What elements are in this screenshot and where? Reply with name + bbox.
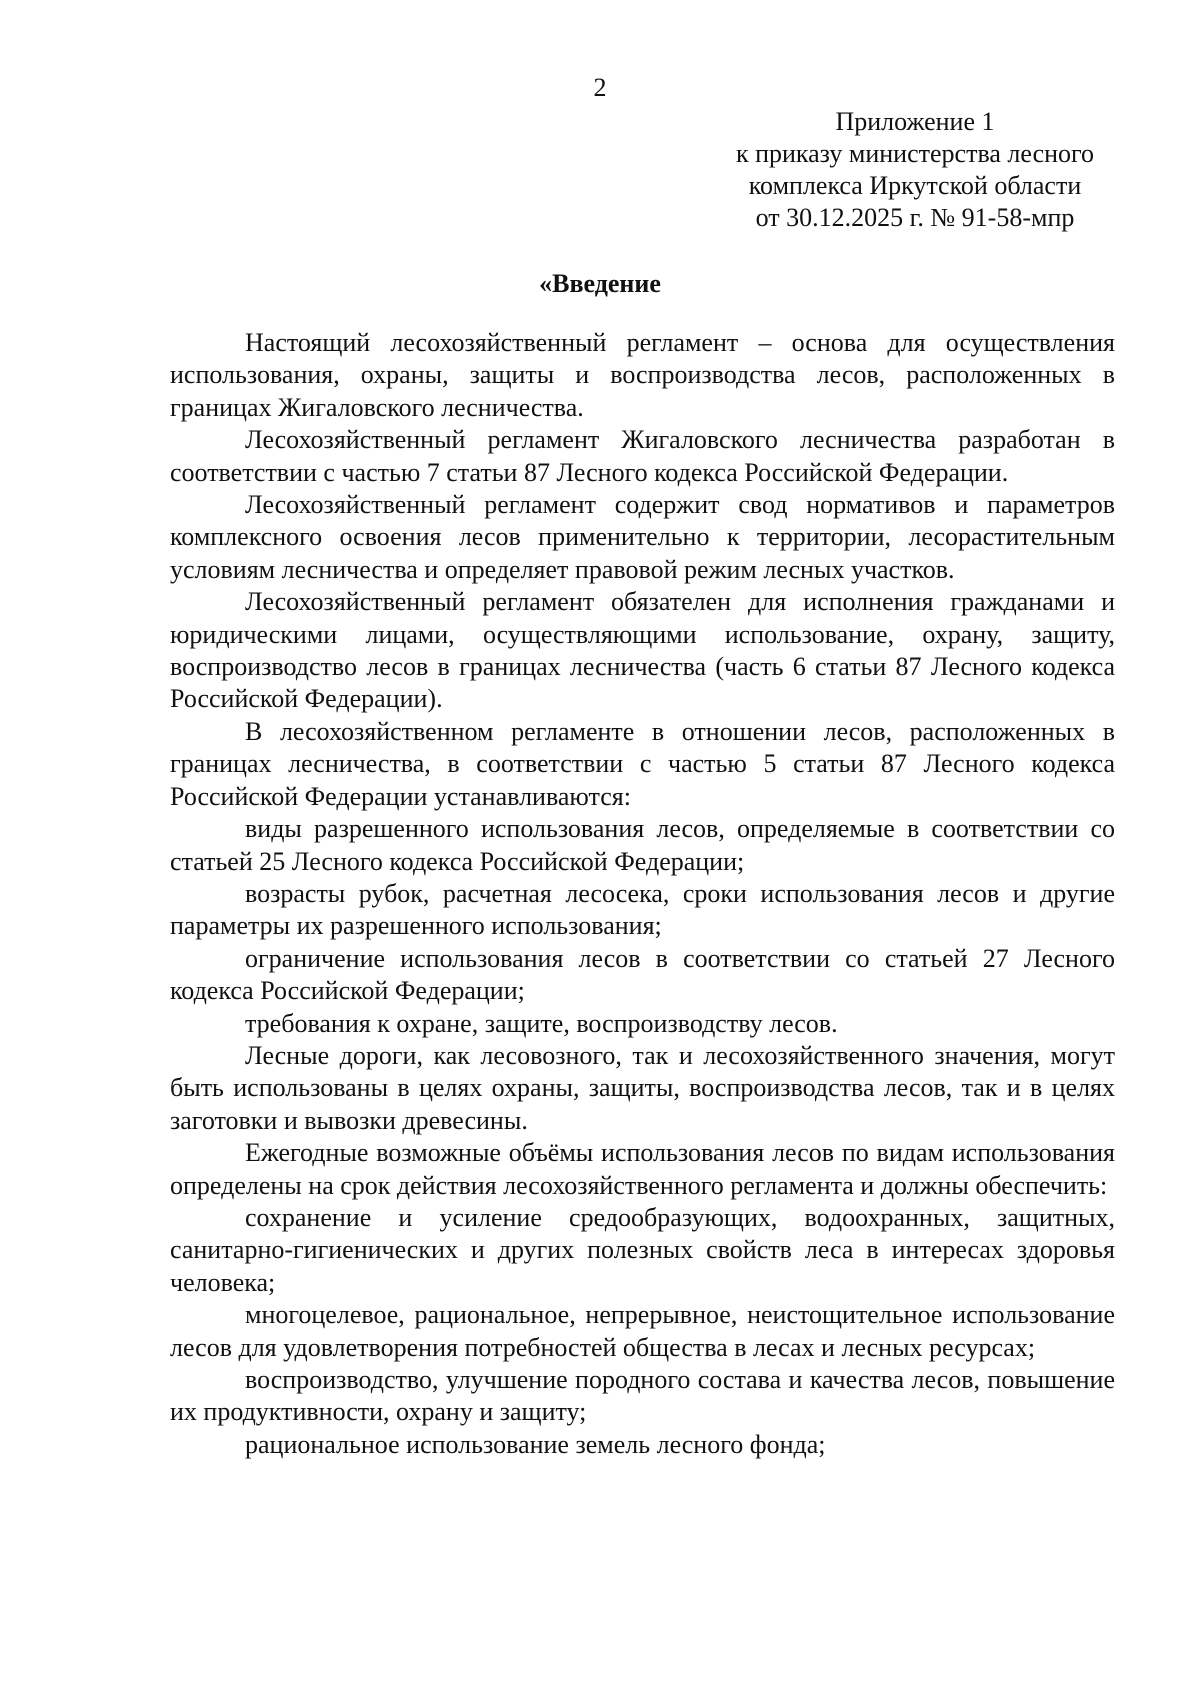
appendix-line-1: Приложение 1 xyxy=(835,107,995,136)
list-item: воспроизводство, улучшение породного состава и качества лесов, повышение их продуктивности, охрану и защиту; xyxy=(170,1365,1115,1427)
list-item: сохранение и усиление средообразующих, водоохранных, защитных, санитарно-гигиенических и других полезных свойств леса в интересах здоровья человека; xyxy=(170,1202,1115,1297)
paragraph: Лесохозяйственный регламент Жигаловского лесничества разработан в соответствии с частью 7 статьи 87 Лесного кодекса Российской Федерации. xyxy=(170,425,1115,487)
list-item: ограничение использования лесов в соответствии со статьей 27 Лесного кодекса Российской Федерации; xyxy=(170,943,1115,1006)
list-item: требования к охране, защите, воспроизводству лесов. xyxy=(245,1008,838,1038)
paragraph: Лесохозяйственный регламент содержит свод нормативов и параметров комплексного освоения лесов применительно к территории, лесорастительным условиям лесничества и определяет правовой режим лесных участков. xyxy=(170,490,1115,584)
page-number: 2 xyxy=(593,73,607,102)
list-item: виды разрешенного использования лесов, определяемые в соответствии со статьей 25 Лесного кодекса Российской Федерации; xyxy=(170,814,1115,876)
paragraph: В лесохозяйственном регламенте в отношении лесов, расположенных в границах лесничества, в соответствии с частью 5 статьи 87 Лесного кодекса Российской Федерации устанавливаются: xyxy=(170,716,1115,811)
appendix-line-3: комплекса Иркутской области xyxy=(748,171,1082,200)
list-item: многоцелевое, рациональное, непрерывное, неистощительное использование лесов для удовлетворения потребностей общества в лесах и лесных ресурсах; xyxy=(170,1300,1115,1362)
list-item: рациональное использование земель лесного фонда; xyxy=(245,1429,826,1459)
paragraph: Лесные дороги, как лесовозного, так и лесохозяйственного значения, могут быть использованы в целях охраны, защиты, воспроизводства лесов, так и в целях заготовки и вывозки древесины. xyxy=(170,1040,1115,1135)
paragraph: Ежегодные возможные объёмы использования лесов по видам использования определены на срок действия лесохозяйственного регламента и должны обеспечить: xyxy=(170,1138,1115,1200)
body-text xyxy=(170,327,1115,1461)
paragraph: Лесохозяйственный регламент обязателен для исполнения гражданами и юридическими лицами, осуществляющими использование, охрану, защиту, воспроизводство лесов в границах лесничества (часть 6 статьи 87 Лесного кодекса Российской Федерации). xyxy=(170,587,1115,714)
appendix-header xyxy=(730,106,1100,234)
list-item: возрасты рубок, расчетная лесосека, сроки использования лесов и другие параметры их разрешенного использования; xyxy=(170,878,1115,941)
section-title: «Введение xyxy=(539,269,661,298)
appendix-line-4: от 30.12.2025 г. № 91-58-мпр xyxy=(755,203,1075,232)
appendix-line-2: к приказу министерства лесного xyxy=(735,139,1095,168)
paragraph: Настоящий лесохозяйственный регламент – основа для осуществления использования, охраны, защиты и воспроизводства лесов, расположенных в границах Жигаловского лесничества. xyxy=(170,328,1115,422)
